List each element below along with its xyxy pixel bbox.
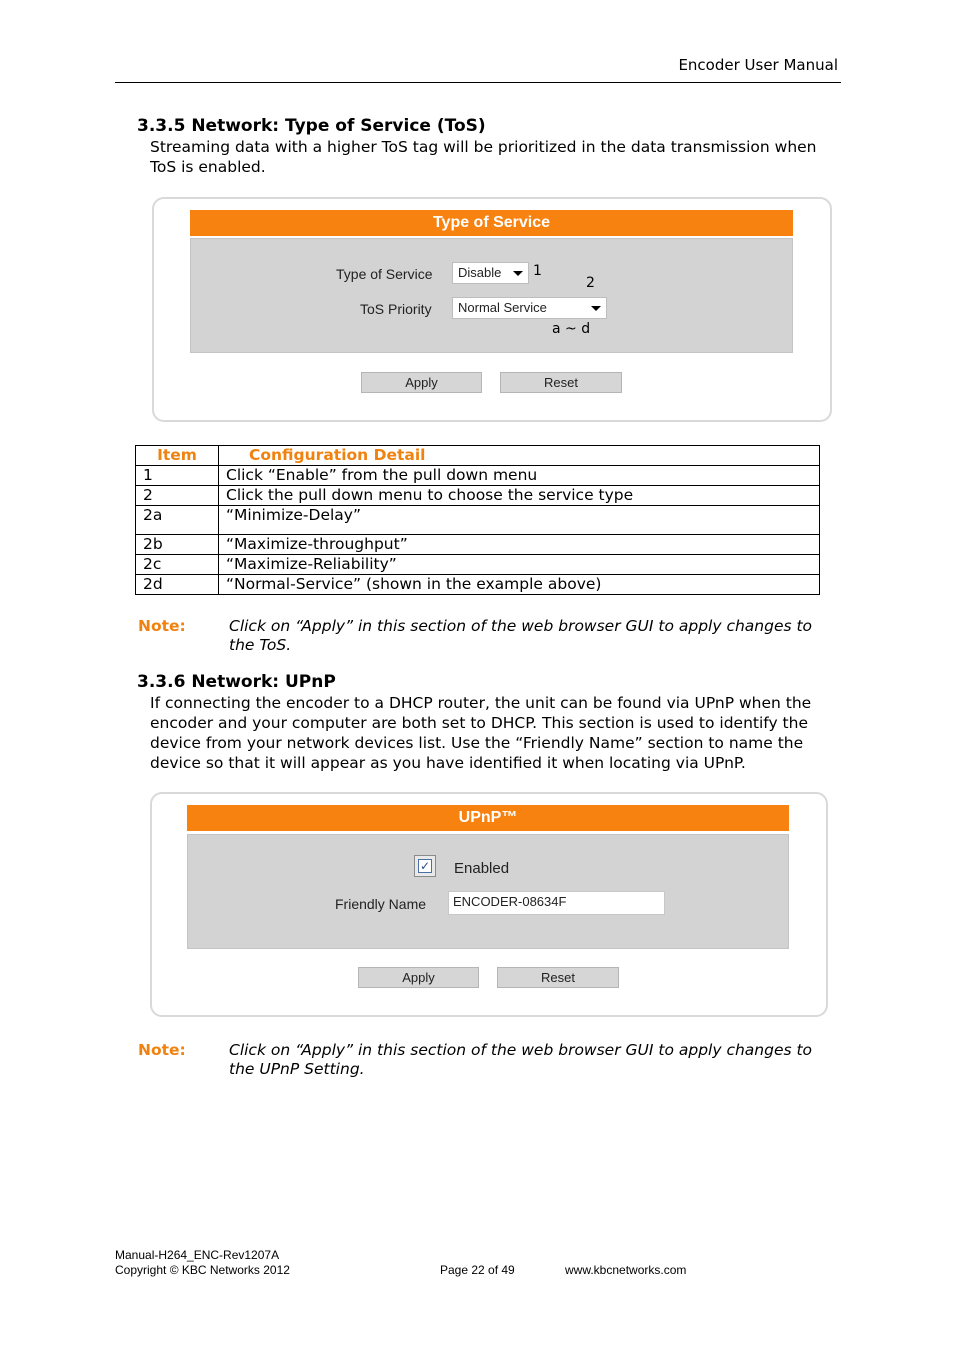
table-cell-detail: Click “Enable” from the pull down menu xyxy=(219,466,820,486)
section-heading-tos: 3.3.5 Network: Type of Service (ToS) xyxy=(137,116,486,136)
upnp-panel-title: UPnP™ xyxy=(187,805,789,831)
check-icon: ✓ xyxy=(419,859,431,873)
tos-priority-value: Normal Service xyxy=(458,300,547,315)
type-of-service-select[interactable] xyxy=(452,262,529,284)
friendly-name-label: Friendly Name xyxy=(335,896,427,912)
friendly-name-input[interactable]: ENCODER-08634F xyxy=(448,891,665,915)
upnp-reset-button[interactable]: Reset xyxy=(497,967,619,988)
table-cell-item: 2b xyxy=(136,535,219,555)
table-row xyxy=(136,506,820,535)
tos-reset-button[interactable]: Reset xyxy=(500,372,622,393)
section-paragraph-tos: Streaming data with a higher ToS tag will be prioritized in the data transmission when ToS is enabled. xyxy=(150,138,817,176)
chevron-down-icon xyxy=(513,271,523,276)
callout-1: 1 xyxy=(533,263,542,279)
config-table xyxy=(135,445,820,595)
type-of-service-label: Type of Service xyxy=(336,266,433,282)
tos-panel-title: Type of Service xyxy=(190,210,793,236)
table-row xyxy=(136,535,820,555)
type-of-service-value: Disable xyxy=(458,265,502,280)
table-header-detail: Configuration Detail xyxy=(219,446,820,466)
table-cell-detail: Click the pull down menu to choose the service type xyxy=(219,486,820,506)
table-header-row xyxy=(136,446,820,466)
chevron-down-icon xyxy=(591,306,601,311)
table-row xyxy=(136,575,820,595)
footer-page-number: Page 22 of 49 xyxy=(440,1263,515,1277)
section-paragraph-upnp: If connecting the encoder to a DHCP router, the unit can be found via UPnP when the encoder and your computer are both set to DHCP. This section is used to identify the device from your network devices list. Use the “Friendly Name” section to name the device so that it will appear as you have identified it when locating via UPnP. xyxy=(150,694,812,772)
note-label-tos: Note: xyxy=(138,617,186,635)
callout-2: 2 xyxy=(586,275,595,291)
table-cell-item: 2d xyxy=(136,575,219,595)
table-cell-detail: “Maximize-throughput” xyxy=(219,535,820,555)
section-heading-upnp: 3.3.6 Network: UPnP xyxy=(137,672,336,692)
header-rule xyxy=(115,82,841,83)
running-header: Encoder User Manual xyxy=(678,56,838,74)
footer-copyright: Copyright © KBC Networks 2012 xyxy=(115,1263,290,1277)
table-cell-item: 2a xyxy=(136,506,219,535)
table-row xyxy=(136,486,820,506)
table-cell-detail: “Normal-Service” (shown in the example above) xyxy=(219,575,820,595)
tos-apply-button[interactable]: Apply xyxy=(361,372,482,393)
table-cell-item: 2c xyxy=(136,555,219,575)
note-text-tos: Click on “Apply” in this section of the web browser GUI to apply changes to the ToS. xyxy=(229,617,813,654)
note-label-upnp: Note: xyxy=(138,1041,186,1059)
table-cell-item: 2 xyxy=(136,486,219,506)
table-row xyxy=(136,555,820,575)
table-cell-item: 1 xyxy=(136,466,219,486)
tos-settings-panel xyxy=(190,238,793,353)
footer-doc-id: Manual-H264_ENC-Rev1207A xyxy=(115,1248,280,1262)
upnp-apply-button[interactable]: Apply xyxy=(358,967,479,988)
tos-priority-select[interactable] xyxy=(452,297,607,319)
table-header-item: Item xyxy=(136,446,219,466)
table-cell-detail: “Minimize-Delay” xyxy=(219,506,820,535)
note-text-upnp: Click on “Apply” in this section of the web browser GUI to apply changes to the UPnP Setting. xyxy=(229,1041,813,1078)
table-cell-detail: “Maximize-Reliability” xyxy=(219,555,820,575)
upnp-enabled-label: Enabled xyxy=(454,860,510,877)
callout-a-d: a ~ d xyxy=(552,321,591,337)
tos-priority-label: ToS Priority xyxy=(360,301,432,317)
table-row xyxy=(136,466,820,486)
footer-website: www.kbcnetworks.com xyxy=(565,1263,687,1277)
upnp-enabled-checkbox[interactable] xyxy=(414,855,436,877)
